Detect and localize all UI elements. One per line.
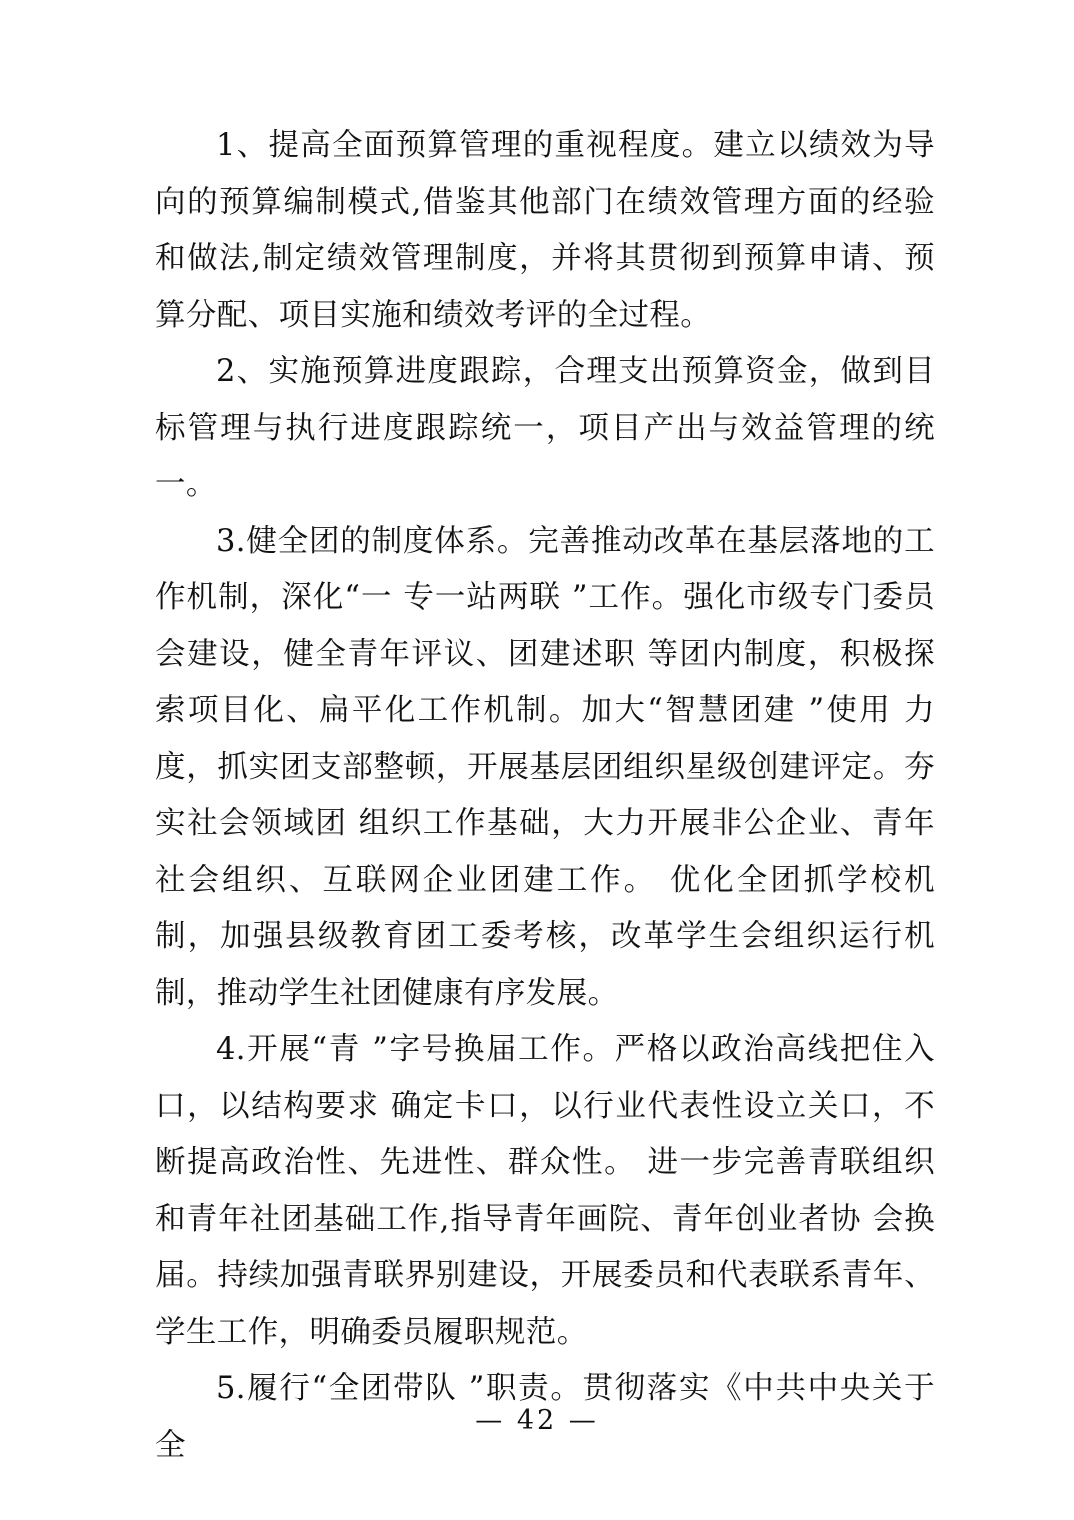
paragraph-3: 3.健全团的制度体系。完善推动改革在基层落地的工作机制，深化“一 专一站两联 ”工作。强化市级专门委员会建设，健全青年评议、团建述职 等团内制度，积极探索项目化、扁平化工作机制。加大“智慧团建 ”使用 力度，抓实团支部整顿，开展基层团组织星级创建评定。夯实社会领域团 组织工作基础，大力开展非公企业、青年社会组织、互联网企业团建工作。 优化全团抓学校机制，加强县级教育团工委考核，改革学生会组织运行机制，推动学生社团健康有序发展。 (155, 523, 935, 1011)
paragraph-2: 2、实施预算进度跟踪，合理支出预算资金，做到目标管理与执行进度跟踪统一，项目产出与效益管理的统一。 (155, 354, 935, 502)
paragraph-1: 1、提高全面预算管理的重视程度。建立以绩效为导向的预算编制模式,借鉴其他部门在绩效管理方面的经验和做法,制定绩效管理制度，并将其贯彻到预算申请、预算分配、项目实施和绩效考评的全过程。 (155, 128, 935, 333)
page-number: — 42 — (475, 1405, 599, 1436)
document-body (155, 118, 935, 1474)
paragraph-4: 4.开展“青 ”字号换届工作。严格以政治高线把住入口，以结构要求 确定卡口，以行业代表性设立关口，不断提高政治性、先进性、群众性。 进一步完善青联组织和青年社团基础工作,指导青年画院、青年创业者协 会换届。持续加强青联界别建设，开展委员和代表联系青年、学生工作，明确委员履职规范。 (155, 1032, 935, 1350)
paragraph-5: 5.履行“全团带队 ”职责。贯彻落实《中共中央关于全 (155, 1371, 935, 1463)
